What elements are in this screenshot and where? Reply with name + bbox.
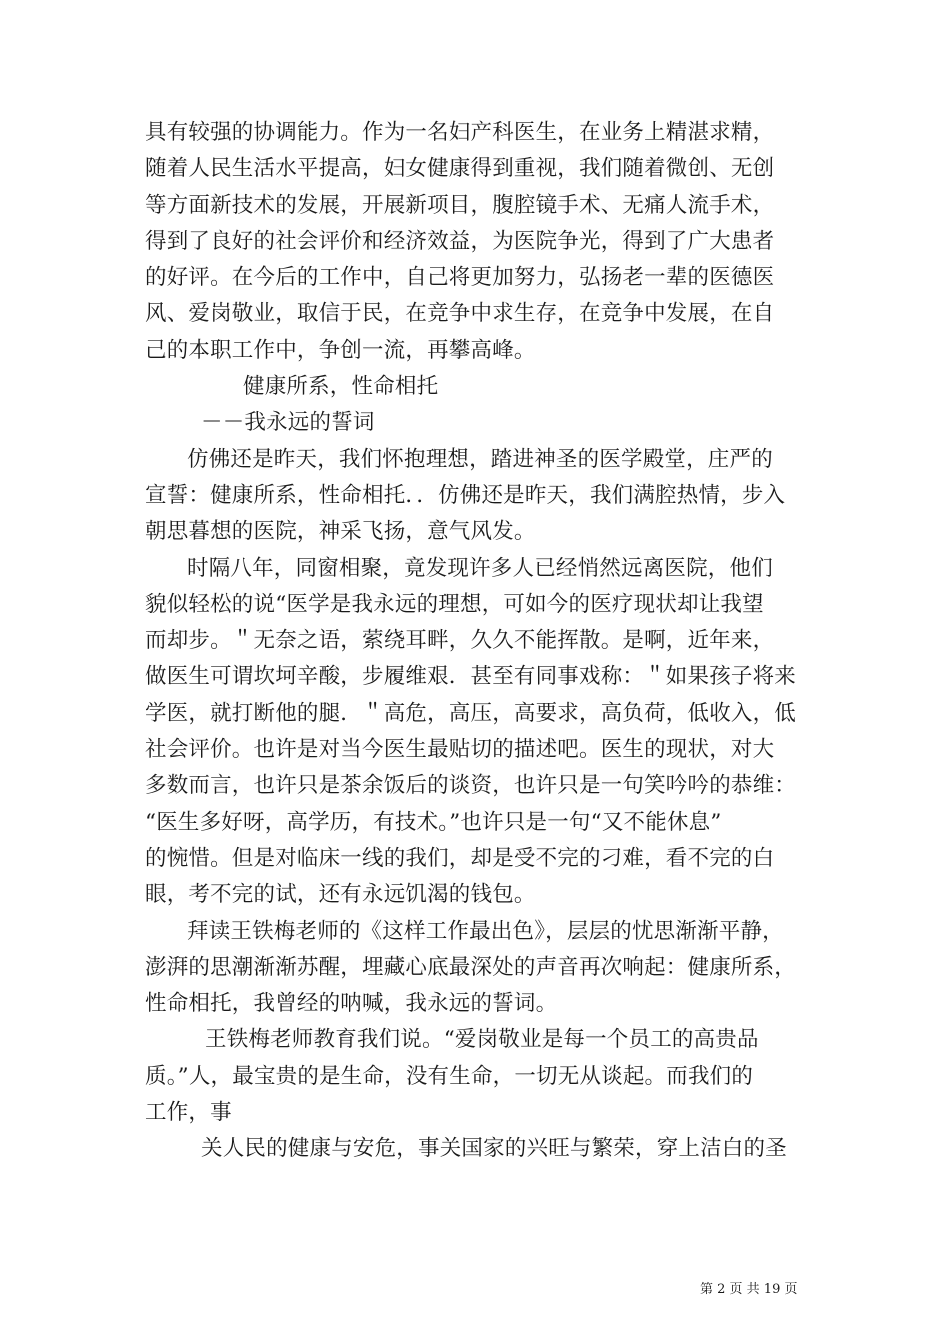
text-line: 时隔八年，同窗相聚，竟发现许多人已经悄然远离医院，他们 [187,555,773,581]
text-line: 风、爱岗敬业，取信于民，在竞争中求生存，在竞争中发展，在自 [145,301,775,327]
section-title: 健康所系，性命相托 [243,374,439,400]
text-line: 质。”人，最宝贵的是生命，没有生命，一切无从谈起。而我们的 [145,1063,754,1089]
text-line: 貌似轻松的说“医学是我永远的理想，可如今的医疗现状却让我望 [145,591,764,617]
text-line: 随着人民生活水平提高，妇女健康得到重视，我们随着微创、无创 [145,156,775,182]
text-line: 宣誓：健康所系，性命相托．．仿佛还是昨天，我们满腔热情，步入 [145,482,786,508]
section-subtitle: －－我永远的誓词 [201,410,375,436]
text-line: 王铁梅老师教育我们说。“爱岗敬业是每一个员工的高贵品 [205,1027,759,1053]
text-line: 己的本职工作中，争创一流，再攀高峰。 [145,337,536,363]
text-line: 的好评。在今后的工作中，自己将更加努力，弘扬老一辈的医德医 [145,265,775,291]
text-line: 的惋惜。但是对临床一线的我们，却是受不完的刁难，看不完的白 [145,845,775,871]
text-line: 具有较强的协调能力。作为一名妇产科医生，在业务上精湛求精， [145,120,775,145]
text-line: 做医生可谓坎坷辛酸，步履维艰．甚至有同事戏称：＂如果孩子将来 [145,664,797,690]
text-line: 仿佛还是昨天，我们怀抱理想，踏进神圣的医学殿堂，庄严的 [187,446,773,472]
page-number-footer: 第 2 页 共 19 页 [700,1282,798,1297]
text-line: 社会评价。也许是对当今医生最贴切的描述吧。医生的现状，对大 [145,737,775,763]
text-line: “医生多好呀，高学历，有技术。”也许只是一句“又不能休息” [145,809,722,835]
text-line: 等方面新技术的发展，开展新项目，腹腔镜手术、无痛人流手术， [145,192,775,218]
text-line: 学医，就打断他的腿．＂高危，高压，高要求，高负荷，低收入，低 [145,700,797,726]
text-line: 眼，考不完的试，还有永远饥渴的钱包。 [145,882,536,908]
text-line: 而却步。＂无奈之语，萦绕耳畔，久久不能挥散。是啊，近年来， [145,628,775,654]
body-text [145,115,815,1168]
text-line: 多数而言，也许只是茶余饭后的谈资，也许只是一句笑吟吟的恭维： [145,773,797,799]
text-line: 朝思暮想的医院，神采飞扬，意气风发。 [145,519,536,545]
text-line: 拜读王铁梅老师的《这样工作最出色》，层层的忧思渐渐平静， [187,918,784,944]
text-line: 性命相托，我曾经的呐喊，我永远的誓词。 [145,991,558,1017]
text-line: 得到了良好的社会评价和经济效益，为医院争光，得到了广大患者 [145,228,775,254]
text-line: 关人民的健康与安危，事关国家的兴旺与繁荣，穿上洁白的圣 [201,1136,787,1162]
text-line: 工作，事 [145,1100,232,1126]
text-line: 澎湃的思潮渐渐苏醒，埋藏心底最深处的声音再次响起：健康所系， [145,954,797,980]
